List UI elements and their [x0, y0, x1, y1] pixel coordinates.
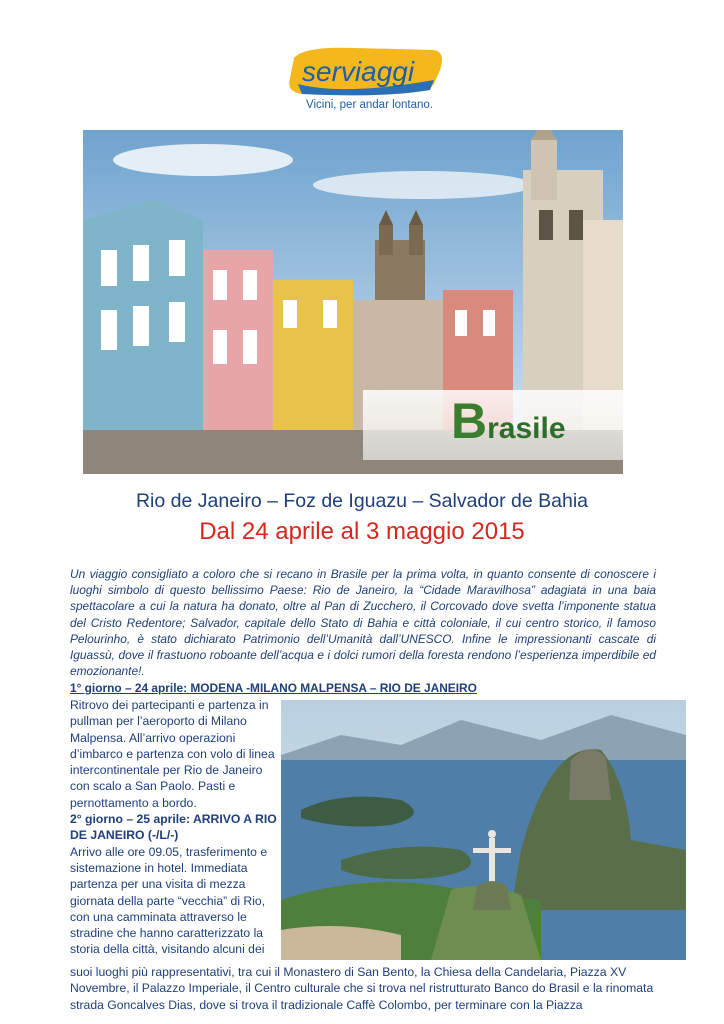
banner-initial: B — [451, 393, 488, 449]
day2-text-continued — [70, 964, 660, 1013]
day2-text-column: Arrivo alle ore 09.05, trasferimento e sistemazione in hotel. Immediata partenza per una visita di mezza giornata della parte “vecchia” di Rio, con una camminata attraverso le stradine che hanno caratterizzato la storia della città, visitando alcuni dei — [70, 844, 268, 957]
day1-heading-text: 1° giorno – 24 aprile: MODENA -MILANO MALPENSA – RIO DE JANEIRO — [70, 681, 477, 695]
itinerary-column — [70, 697, 280, 958]
banner-word: rasile — [487, 412, 566, 445]
day1-heading — [70, 681, 477, 695]
logo-tagline: Vicini, per andar lontano. — [306, 99, 434, 111]
brasile-banner-text — [451, 392, 566, 450]
trip-route-title: Rio de Janeiro – Foz de Iguazu – Salvador de Bahia — [135, 490, 589, 512]
logo-text: serviaggi — [302, 56, 415, 87]
day2-text-full: suoi luoghi più rappresentativi, tra cui il Monastero di San Bento, la Chiesa della Candelaria, Piazza XV Novembre, il Palazzo Imperiale, il Centro culturale che si trova nel ristrutturato Banco do Brasil e la rinomata strada Goncalves Dias, dove si trova il tradizionale Caffè Colombo, per terminare con la Piazza — [70, 965, 654, 1012]
trip-dates-title: Dal 24 aprile al 3 maggio 2015 — [199, 518, 525, 545]
day2-heading: 2° giorno – 25 aprile: ARRIVO A RIO DE JANEIRO (-/L/-) — [70, 812, 277, 843]
day1-text: Ritrovo dei partecipanti e partenza in pullman per l’aeroporto di Milano Malpensa. All’arrivo operazioni d’imbarco e partenza con volo di linea intercontinentale per Rio de Janeiro con scalo a San Paolo. Pasti e pernottamento a bordo. — [70, 698, 275, 810]
serviaggi-logo — [284, 44, 448, 112]
salvador-banner-image — [83, 130, 623, 474]
rio-de-janeiro-image — [281, 700, 686, 960]
intro-paragraph: Un viaggio consigliato a coloro che si recano in Brasile per la prima volta, in quanto consente di conoscere i luoghi simbolo di questo bellissimo Paese: Rio de Janeiro, la “Cidade Maravilhosa” adagiata in una baia spettacolare a cui la natura ha donato, oltre al Pan di Zucchero, il Corcovado dove svetta l’imponente statua del Cristo Redentore; Salvador, capitale dello Stato di Bahia e città coloniale, il cui centro storico, il famoso Pelourinho, è stato dichiarato Patrimonio dell’Umanità dall’UNESCO. Infine le impressionanti cascate di Iguassù, dove il frastuono roboante dell’acqua e i dolci rumori della foresta rendono l’esperienza imperdibile ed emozionante!. — [70, 567, 656, 679]
